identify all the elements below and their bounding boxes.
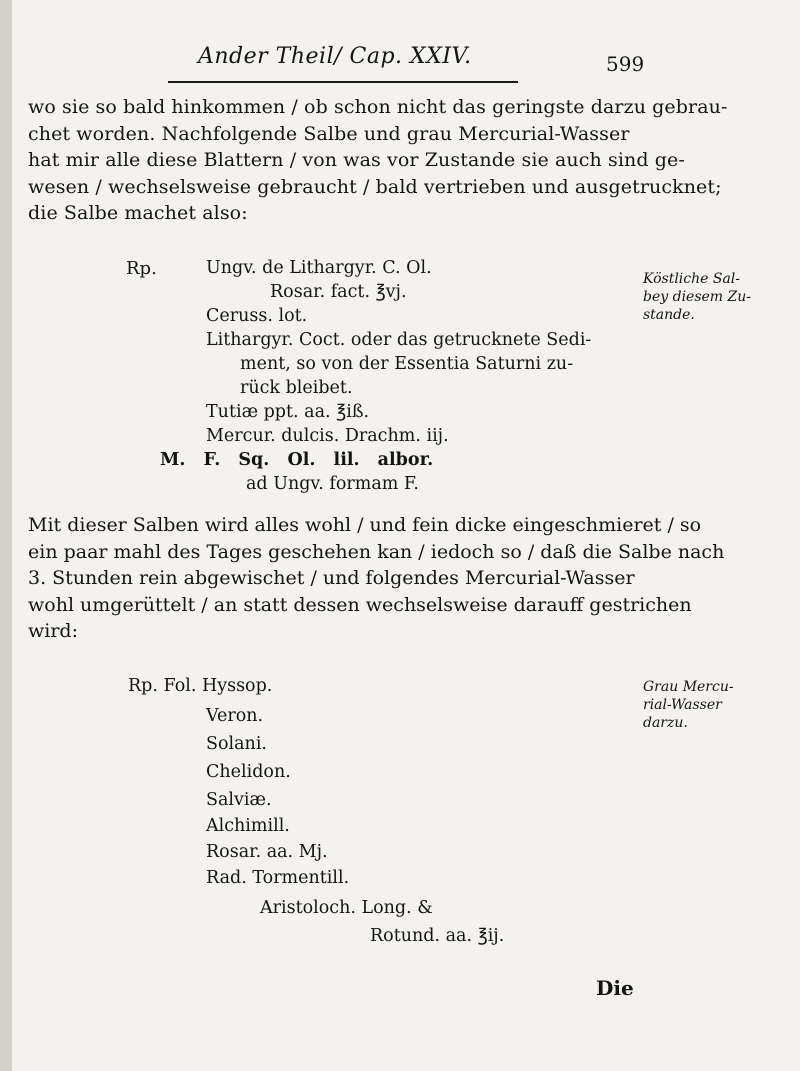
- recipe-rp-label: Rp.: [126, 258, 157, 279]
- margin-note-line: darzu.: [643, 715, 688, 731]
- recipe-line: Rp. Fol. Hyssop.: [128, 676, 273, 696]
- running-head: Ander Theil/ Cap. XXIV.: [198, 44, 472, 69]
- text-line: 3. Stunden rein abgewischet / und folgendes Mercurial-Wasser: [28, 567, 635, 589]
- paragraph-1: [28, 94, 728, 227]
- recipe-line: Ceruss. lot.: [206, 306, 308, 326]
- text-line: wohl umgerüttelt / an statt dessen wechselsweise darauff gestrichen: [28, 593, 692, 616]
- text-line: wird:: [28, 620, 78, 642]
- recipe-line: Lithargyr. Coct. oder das getrucknete Sedi-: [206, 330, 592, 350]
- recipe-line: Rad. Tormentill.: [206, 868, 350, 888]
- recipe-line: Veron.: [206, 706, 264, 726]
- recipe-line: Mercur. dulcis. Drachm. iij.: [206, 426, 449, 446]
- margin-note-line: stande.: [643, 307, 695, 323]
- recipe-line: Chelidon.: [206, 762, 291, 782]
- margin-note-line: Grau Mercu-: [643, 679, 734, 695]
- recipe-line: Rotund. aa. ℥ij.: [370, 926, 505, 946]
- recipe-line: M. F. Sq. Ol. lil. albor.: [160, 450, 434, 470]
- page-gutter-shadow: [0, 0, 12, 1071]
- margin-note-line: Köstliche Sal-: [643, 271, 741, 287]
- header-rule: [168, 81, 518, 83]
- text-line: wo sie so bald hinkommen / ob schon nicht das geringste darzu gebrau-: [28, 96, 728, 118]
- recipe-line: Alchimill.: [206, 816, 290, 836]
- margin-note-1: [643, 270, 751, 324]
- margin-note-line: rial-Wasser: [643, 697, 722, 713]
- margin-note-2: [643, 678, 734, 732]
- text-line: die Salbe machet also:: [28, 202, 248, 224]
- page-number: 599: [606, 52, 645, 76]
- text-line: Mit dieser Salben wird alles wohl / und fein dicke eingeschmieret / so: [28, 514, 702, 536]
- recipe-line: ment, so von der Essentia Saturni zu-: [240, 354, 574, 374]
- recipe-line: Salviæ.: [206, 790, 272, 810]
- catchword: Die: [596, 976, 634, 1000]
- recipe-line: ad Ungv. formam F.: [246, 474, 419, 494]
- recipe-line: Ungv. de Lithargyr. C. Ol.: [206, 258, 432, 278]
- text-line: ein paar mahl des Tages geschehen kan / iedoch so / daß die Salbe nach: [28, 540, 725, 563]
- recipe-line: Rosar. fact. ℥vj.: [270, 282, 407, 302]
- recipe-line: rück bleibet.: [240, 378, 353, 398]
- margin-note-line: bey diesem Zu-: [643, 289, 752, 305]
- page-header: [168, 44, 648, 84]
- recipe-line: Rosar. aa. Mj.: [206, 842, 328, 862]
- paragraph-2: [28, 512, 724, 645]
- text-line: hat mir alle diese Blattern / von was vor Zustande sie auch sind ge-: [28, 149, 685, 171]
- recipe-line: Aristoloch. Long. &: [260, 898, 433, 918]
- recipe-line: Tutiæ ppt. aa. ℥iß.: [206, 402, 370, 422]
- text-line: wesen / wechselsweise gebraucht / bald vertrieben und ausgetrucknet;: [28, 175, 722, 198]
- recipe-line: Solani.: [206, 734, 267, 754]
- text-line: chet worden. Nachfolgende Salbe und grau Mercurial-Wasser: [28, 122, 630, 145]
